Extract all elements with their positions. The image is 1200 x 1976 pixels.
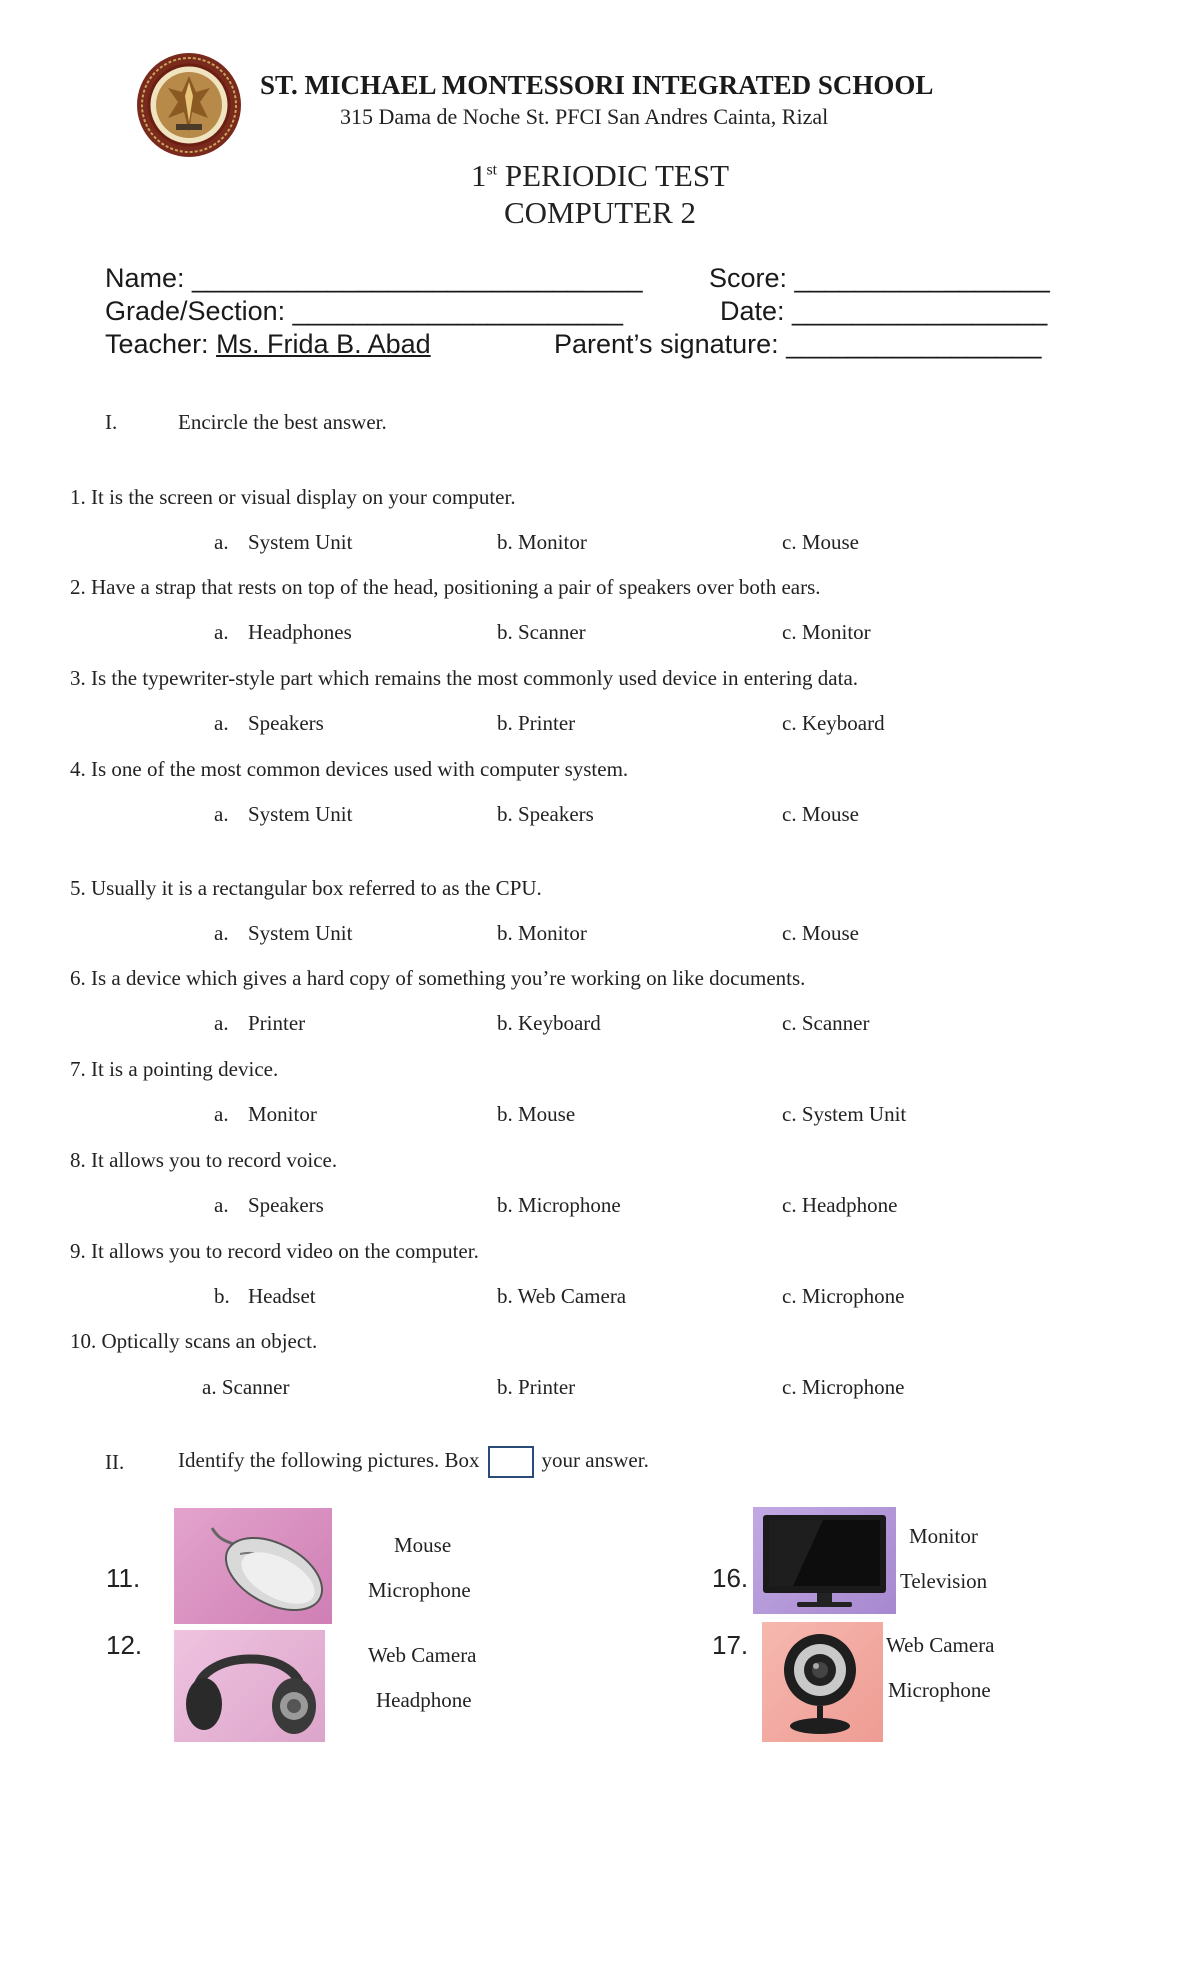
name-field[interactable]: Name: ______________________________: [105, 263, 643, 293]
part2-number: II.: [105, 1450, 125, 1474]
q8-option-b[interactable]: b. Microphone: [497, 1193, 621, 1217]
q7-option-a[interactable]: Monitor: [248, 1102, 317, 1126]
school-name: ST. MICHAEL MONTESSORI INTEGRATED SCHOOL: [260, 70, 934, 100]
q5-option-c[interactable]: c. Mouse: [782, 921, 859, 945]
q8-option-c[interactable]: c. Headphone: [782, 1193, 898, 1217]
question-4: 4. Is one of the most common devices used with computer system.: [70, 757, 629, 781]
part2-instruction-before: Identify the following pictures. Box: [178, 1448, 480, 1472]
q2-option-b[interactable]: b. Scanner: [497, 620, 586, 644]
question-6: 6. Is a device which gives a hard copy of something you’re working on like documents.: [70, 966, 806, 990]
q1-option-b[interactable]: b. Monitor: [497, 530, 587, 554]
q3-option-a[interactable]: Speakers: [248, 711, 324, 735]
q6-option-a-label: a.: [214, 1011, 229, 1035]
q10-option-b[interactable]: b. Printer: [497, 1375, 576, 1399]
q5-option-a-label: a.: [214, 921, 229, 945]
q7-option-a-label: a.: [214, 1102, 229, 1126]
q4-option-b[interactable]: b. Speakers: [497, 802, 594, 826]
item-11-choice-1[interactable]: Mouse: [394, 1533, 452, 1557]
q3-option-b[interactable]: b. Printer: [497, 711, 576, 735]
q4-option-a-label: a.: [214, 802, 229, 826]
part1-instruction: Encircle the best answer.: [178, 410, 387, 434]
q1-option-a[interactable]: System Unit: [248, 530, 353, 554]
score-field[interactable]: Score: _________________: [709, 263, 1050, 293]
answer-box-icon: [488, 1446, 534, 1478]
part2-instruction: [178, 1442, 649, 1478]
q7-option-c[interactable]: c. System Unit: [782, 1102, 907, 1126]
q8-option-a[interactable]: Speakers: [248, 1193, 324, 1217]
question-7: 7. It is a pointing device.: [70, 1057, 279, 1081]
test-title-number: 1: [470, 158, 487, 193]
question-5: 5. Usually it is a rectangular box referred to as the CPU.: [70, 876, 542, 900]
q1-option-c[interactable]: c. Mouse: [782, 530, 859, 554]
q1-option-a-label: a.: [214, 530, 229, 554]
date-field[interactable]: Date: _________________: [720, 296, 1048, 326]
question-1: 1. It is the screen or visual display on your computer.: [70, 485, 516, 509]
item-16-number: 16.: [712, 1563, 749, 1593]
q9-option-c[interactable]: c. Microphone: [782, 1284, 905, 1308]
question-8: 8. It allows you to record voice.: [70, 1148, 338, 1172]
q6-option-a[interactable]: Printer: [248, 1011, 306, 1035]
q2-option-c[interactable]: c. Monitor: [782, 620, 871, 644]
webcam-picture-icon: [762, 1622, 883, 1742]
q6-option-c[interactable]: c. Scanner: [782, 1011, 870, 1035]
mouse-picture-icon: [174, 1508, 332, 1624]
test-title-ordinal: st: [486, 161, 498, 179]
q6-option-b[interactable]: b. Keyboard: [497, 1011, 601, 1035]
q4-option-a[interactable]: System Unit: [248, 802, 353, 826]
teacher-label: Teacher:: [105, 329, 217, 359]
q2-option-a[interactable]: Headphones: [248, 620, 352, 644]
q5-option-a[interactable]: System Unit: [248, 921, 353, 945]
q4-option-c[interactable]: c. Mouse: [782, 802, 859, 826]
parent-signature-field[interactable]: Parent’s signature: _________________: [554, 329, 1042, 359]
teacher-field: [105, 329, 431, 360]
q9-option-a-label: b.: [214, 1284, 230, 1308]
test-title: [0, 158, 1200, 194]
q9-option-a[interactable]: Headset: [248, 1284, 316, 1308]
q9-option-b[interactable]: b. Web Camera: [497, 1284, 627, 1308]
q7-option-b[interactable]: b. Mouse: [497, 1102, 576, 1126]
school-address: 315 Dama de Noche St. PFCI San Andres Cainta, Rizal: [340, 104, 829, 129]
question-10: 10. Optically scans an object.: [70, 1329, 318, 1353]
item-16-choice-1[interactable]: Monitor: [909, 1524, 978, 1548]
item-12-choice-1[interactable]: Web Camera: [368, 1643, 477, 1667]
q2-option-a-label: a.: [214, 620, 229, 644]
item-17-choice-2[interactable]: Microphone: [888, 1678, 991, 1702]
q10-option-c[interactable]: c. Microphone: [782, 1375, 905, 1399]
part2-instruction-after: your answer.: [541, 1448, 649, 1472]
q5-option-b[interactable]: b. Monitor: [497, 921, 587, 945]
q8-option-a-label: a.: [214, 1193, 229, 1217]
teacher-name: Ms. Frida B. Abad: [216, 329, 431, 359]
grade-section-field[interactable]: Grade/Section: ______________________: [105, 296, 623, 326]
subject-title: COMPUTER 2: [503, 195, 697, 230]
question-2: 2. Have a strap that rests on top of the head, positioning a pair of speakers over both ears.: [70, 575, 821, 599]
school-seal-logo: [136, 52, 242, 158]
headphone-picture-icon: [174, 1630, 325, 1742]
part1-number: I.: [105, 410, 118, 434]
item-17-choice-1[interactable]: Web Camera: [886, 1633, 995, 1657]
q3-option-c[interactable]: c. Keyboard: [782, 711, 885, 735]
monitor-picture-icon: [753, 1507, 896, 1614]
item-16-choice-2[interactable]: Television: [900, 1569, 988, 1593]
item-11-choice-2[interactable]: Microphone: [368, 1578, 471, 1602]
test-title-text: PERIODIC TEST: [497, 158, 730, 193]
item-11-number: 11.: [106, 1563, 141, 1593]
question-3: 3. Is the typewriter-style part which remains the most commonly used device in entering data.: [70, 666, 859, 690]
q3-option-a-label: a.: [214, 711, 229, 735]
item-12-number: 12.: [106, 1630, 143, 1660]
item-17-number: 17.: [712, 1630, 749, 1660]
item-12-choice-2[interactable]: Headphone: [376, 1688, 472, 1712]
q10-option-a[interactable]: a. Scanner: [202, 1375, 290, 1399]
question-9: 9. It allows you to record video on the computer.: [70, 1239, 479, 1263]
